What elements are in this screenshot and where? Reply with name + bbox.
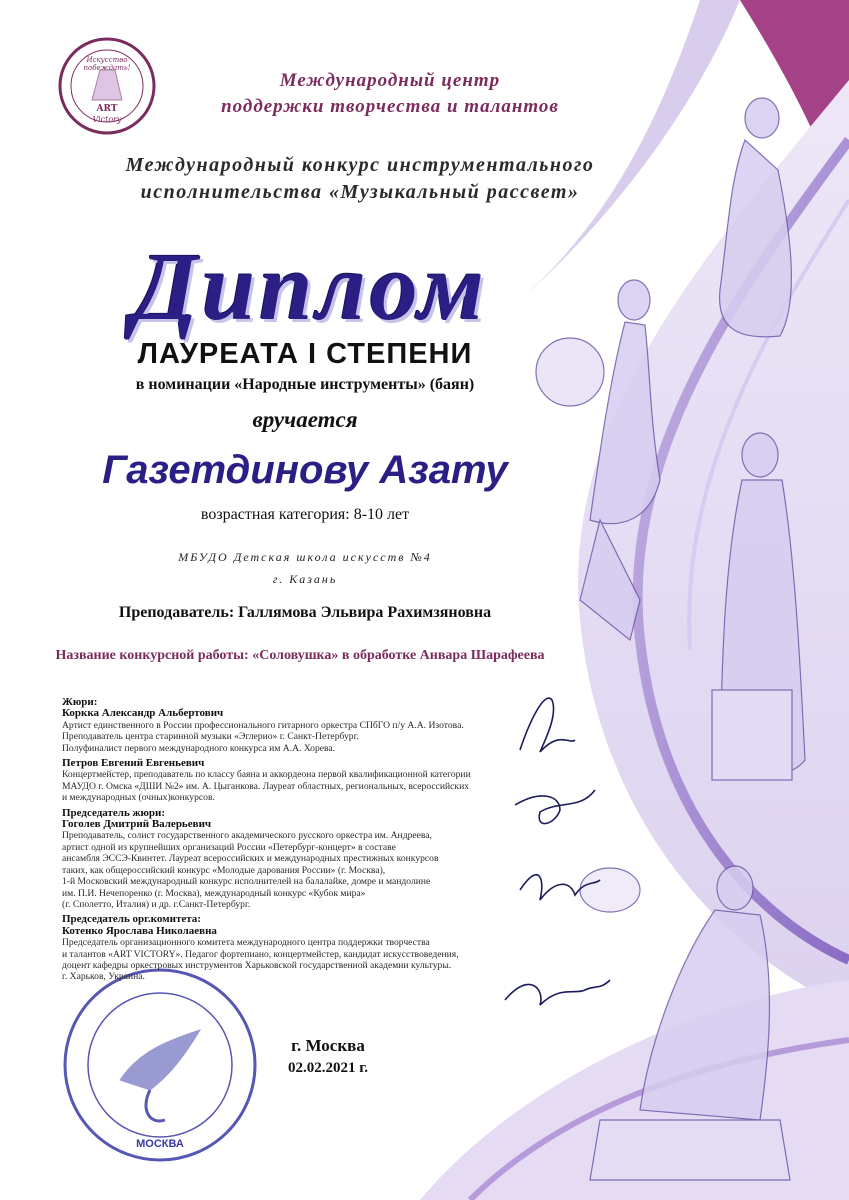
jury-chair-name: Гоголев Дмитрий Валерьевич	[62, 818, 212, 831]
jury-chair-desc: артист одной из крупнейших организаций России «Петербург-концерт» в составе	[62, 841, 396, 853]
nomination: в номинации «Народные инструменты» (баян)	[135, 376, 475, 393]
school-name: МБУДО Детская школа искусств №4	[178, 550, 432, 564]
jury-member-desc: Артист единственного в России профессионального гитарного оркестра СПбГО п/у А.А. Изотова.	[62, 719, 464, 731]
school-info	[60, 546, 550, 590]
school-city: г. Казань	[272, 572, 338, 586]
jury-member-desc: Преподаватель центра старинной музыки «Эглерио» г. Санкт-Петербург.	[62, 731, 359, 743]
jury-chair-desc: таких, как общероссийский конкурс «Молодые дарования России» (г. Москва),	[62, 864, 386, 876]
jury-member-desc: МАУДО г. Омска «ДШИ №2» им. А. Цыганкова. Лауреат областных, региональных, всероссийских	[62, 780, 470, 792]
logo-text-top: Искусство побеждать!	[83, 56, 131, 72]
contest-line-1: Международный конкурс инструментального	[125, 154, 595, 176]
org-chair-desc: г. Харьков, Украина.	[62, 971, 145, 983]
jury-member-desc: Концертмейстер, преподаватель по классу баяна и аккордеона первой квалификационной категории	[62, 769, 471, 781]
jury-section	[62, 697, 522, 983]
organization-line-2: поддержки творчества и талантов	[221, 96, 559, 117]
jury-member-desc: и международных (очных)конкурсов.	[62, 792, 215, 804]
organization-name	[180, 68, 600, 120]
contest-line-2: исполнительства «Музыкальный рассвет»	[140, 181, 580, 203]
jury-member-desc: Полуфиналист первого международного конкурса им А.А. Хорева.	[62, 742, 336, 754]
jury-chair-desc: им. П.И. Нечепоренко (г. Москва), международный конкурс «Кубок мира»	[62, 887, 366, 899]
org-chair-desc: Председатель организационного комитета международного центра поддержки творчества	[62, 937, 430, 949]
jury-heading: Жюри:	[62, 696, 98, 708]
work-title: Название конкурсной работы: «Соловушка» в обработке Анвара Шарафеева	[55, 648, 545, 663]
logo-victory-text: Victory	[92, 115, 122, 124]
org-chair-name: Котенко Ярослава Николаевна	[62, 924, 217, 937]
teacher-name: Преподаватель: Галлямова Эльвира Рахимзяновна	[118, 604, 492, 621]
jury-chair-desc: ансамбля ЭССЭ-Квинтет. Лауреат всероссийских и международных престижных конкурсов	[62, 853, 439, 865]
awarded-to-label: вручается	[252, 407, 358, 432]
logo-art-text: ART	[96, 104, 118, 114]
laureate-degree: ЛАУРЕАТА I СТЕПЕНИ	[137, 338, 473, 370]
jury-chair-desc: Преподаватель, солист государственного академического русского оркестра им. Андреева,	[62, 830, 432, 842]
issue-date: 02.02.2021 г.	[287, 1060, 369, 1076]
jury-chair-heading: Председатель жюри:	[62, 806, 166, 819]
org-chair-desc: доцент кафедры оркестровых инструментов Харьковской государственной академии культуры.	[62, 959, 452, 971]
stamp	[65, 970, 255, 1160]
jury-member-name: Коркка Александр Альбертович	[62, 707, 224, 720]
org-chair-heading: Председатель орг.комитета:	[62, 913, 201, 926]
jury-member-name: Петров Евгений Евгеньевич	[62, 757, 205, 770]
contest-name	[80, 152, 640, 206]
recipient-name: Газетдинову Азату	[102, 448, 508, 492]
issue-city: г. Москва	[291, 1036, 365, 1055]
diploma-title: Диплом	[132, 233, 488, 340]
jury-chair-desc: 1-й Московский международный конкурс исполнителей на балалайке, домре и мандолине	[62, 876, 431, 888]
jury-chair-desc: (г. Сполетто, Италия) и др. г.Санкт-Петербург.	[62, 898, 251, 910]
organization-line-1: Международный центр	[279, 70, 501, 91]
age-category: возрастная категория: 8-10 лет	[200, 506, 410, 523]
stamp-bottom-text: МОСКВА	[136, 1138, 184, 1150]
org-chair-desc: и талантов «ART VICTORY». Педагог фортепиано, концертмейстер, кандидат искусствоведения,	[62, 948, 459, 960]
